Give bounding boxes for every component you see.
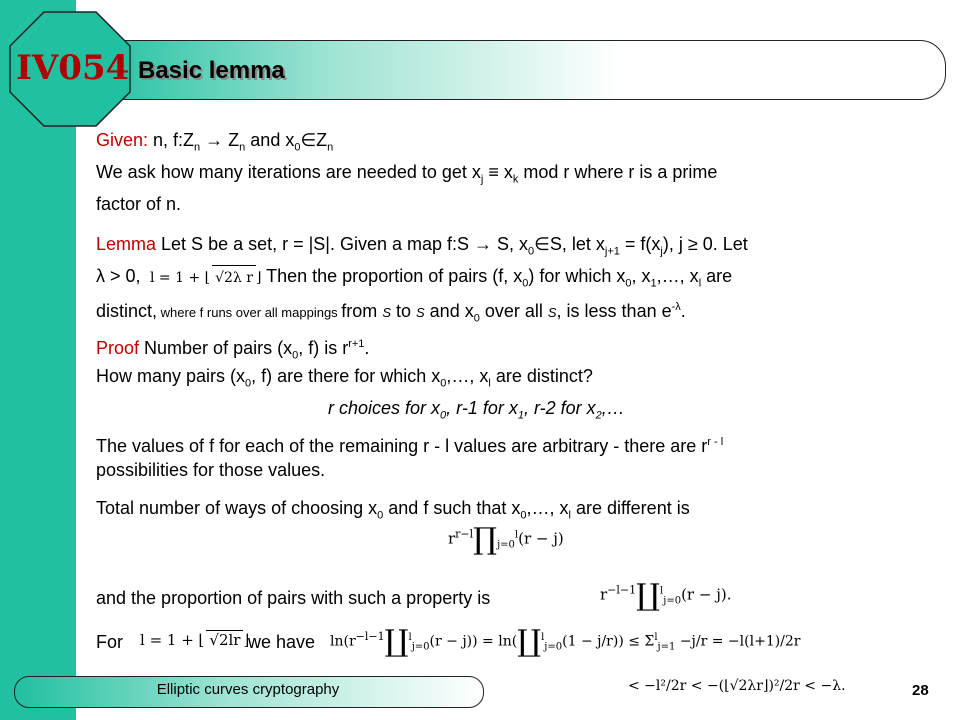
given-line: Given: n, $f:Z_n \to Z_n$ and $x_0\in Z_n$ [96, 130, 334, 154]
we-have-label: we have [248, 632, 316, 652]
proof-line: Proof Number of pairs ($x_0$, f) is $r^{r+1}$. [96, 338, 370, 362]
page-number: 28 [912, 682, 929, 699]
total-line: Total number of ways of choosing $x_0$ and f such that $x_0,\dots$, $x_l$ are different is [96, 498, 690, 522]
product-formula: $r^{r-l}\prod_{j=0}^l(r - j)$ [448, 522, 564, 557]
logo-text: IV054 [16, 48, 130, 88]
footer-title: Elliptic curves cryptography [156, 681, 340, 698]
proportion-line: and the proportion of pairs with such a property is [96, 588, 491, 608]
how-many-line: How many pairs ($x_0$, f) are there for which $x_0,\dots$, $x_l$ are distinct? [96, 366, 593, 390]
for-label: For [96, 632, 123, 652]
inequality-formula: $\ln(r^{-l-1}∐^l_{j=0}(r - j))$ = ln(∐$^l_{j=0}$(1 − $j/r)) \le \Sigma^l_{j=1} -j/r = -l(l+1)/2r$ [330, 624, 801, 659]
slide-title: Basic lemma [138, 57, 285, 84]
question-paragraph: We ask how many iterations are needed to get $x_j \equiv x_k$ mod r where r is a prime factor of n. [96, 162, 718, 214]
inequality-tail: < −l²/2r < −(⌊√2λr⌋)²/2r < −λ. [628, 678, 846, 694]
proportion-formula: $r^{-l-1}∐^l_{j=0}(r - j)$. [600, 578, 732, 613]
choices-line: r choices for $x_0$, r-1 for $x_1$, r-2 for $x_2,\dots$ [328, 398, 625, 422]
l-formula-inline: l = 1 + ⌊ √2λ r ⌋ [146, 270, 262, 286]
lemma-paragraph: Lemma Let S be a set, r = |S|. Given a map f:S → S, $x_0\in S$, let $x_{j+1} = f(x_j)$, j ≥ 0. Let λ > 0, l = 1 + ⌊ √2λ r ⌋ Then the proportion of pairs (f, $x_0$) for which $x_0$, $x_1,\dots$, $x_l$ are distinct, where f runs over all mappings from S to S and $x_0$ over all S, is less than $e^{-\lambda}$. [96, 234, 748, 325]
l-formula-for: l = 1 + ⌊ √2lr ⌋ [140, 631, 250, 649]
values-paragraph: The values of f for each of the remaining r - l values are arbitrary - there are $r^{r - l}$ possibilities for those values. [96, 436, 724, 480]
